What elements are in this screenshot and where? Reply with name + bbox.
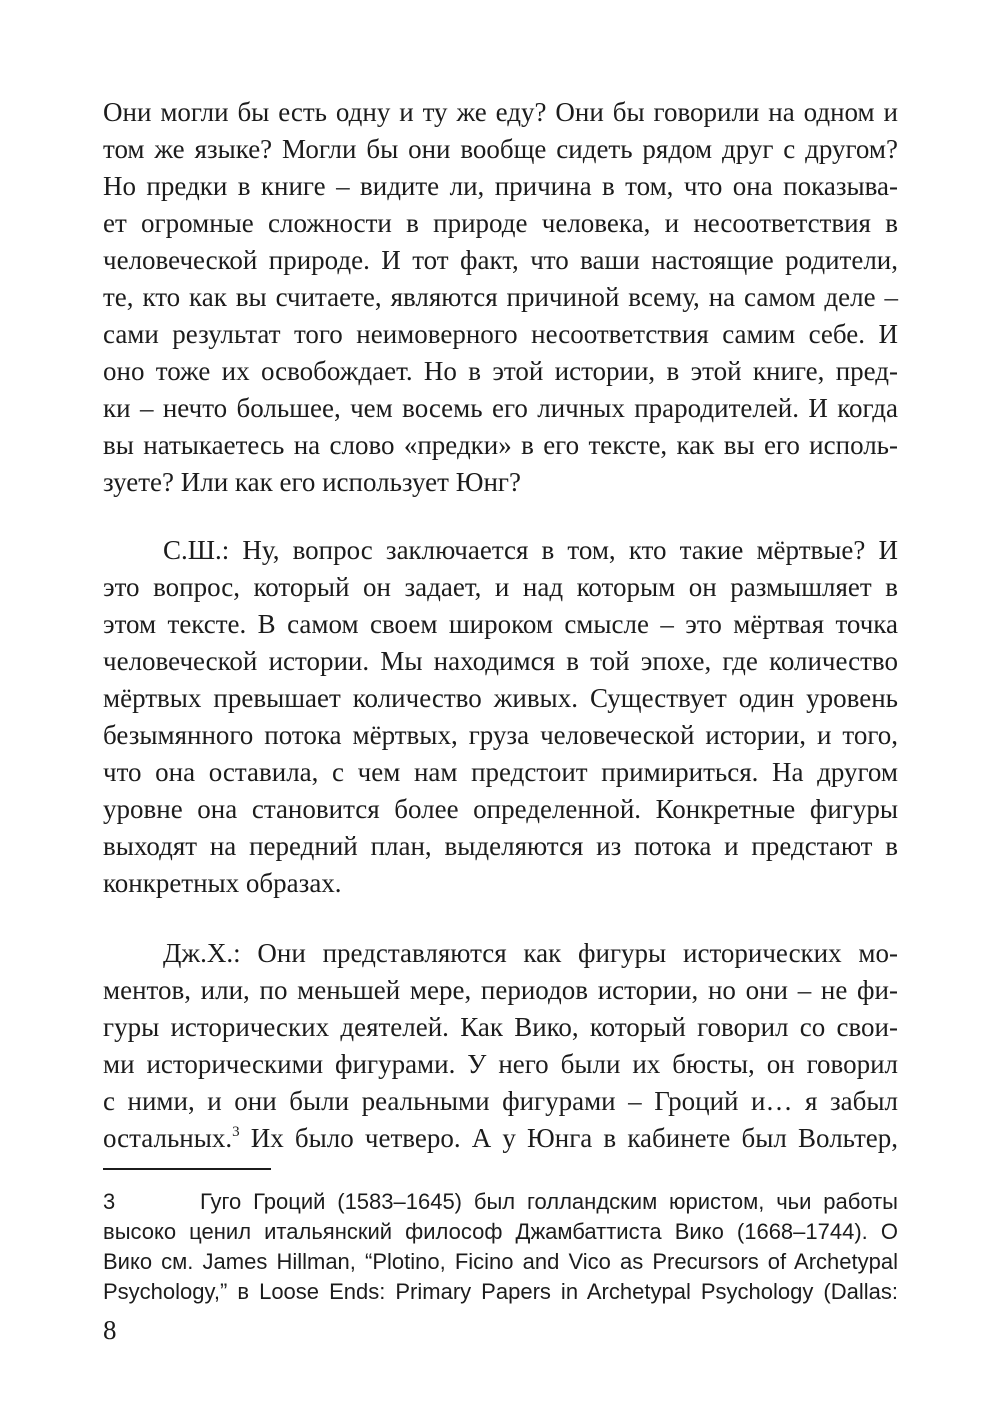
- text-line: [103, 1120, 898, 1157]
- text-line: ми историческими фигурами. У него были их бюсты, он говорил: [103, 1049, 898, 1079]
- text-line: сами результат того неимоверного несоответствия самим себе. И: [103, 319, 898, 349]
- text-line: Но предки в книге – видите ли, причина в том, что она показыва-: [103, 171, 898, 201]
- text-line: ментов, или, по меньшей мере, периодов истории, но они – не фи-: [103, 975, 898, 1005]
- footnote-line: Вико см. James Hillman, “Plotino, Ficino and Vico as Precursors of Archetypal: [103, 1249, 898, 1274]
- footnote-number: 3: [103, 1189, 116, 1214]
- paragraph-1: [103, 94, 898, 501]
- page-number: 8: [103, 1315, 117, 1345]
- footnote-line: Psychology,” в Loose Ends: Primary Papers in Archetypal Psychology (Dallas:: [103, 1279, 898, 1304]
- text-line: мёртвых превышает количество живых. Существует один уровень: [103, 683, 898, 713]
- text-line: человеческой природе. И тот факт, что ваши настоящие родители,: [103, 245, 898, 275]
- paragraph-3: [103, 935, 898, 1157]
- footnote-reference[interactable]: 3: [232, 1124, 240, 1140]
- text-line: Дж.Х.: Они представляются как фигуры исторических мо-: [163, 938, 898, 968]
- text-line: безымянного потока мёртвых, груза человеческой истории, и того,: [103, 720, 898, 750]
- footnote-text: Гуго Гроций (1583–1645) был голландским юристом, чьи работы: [200, 1189, 898, 1214]
- text-line: ки – нечто большее, чем восемь его личных прародителей. И когда: [103, 393, 898, 423]
- text-line: этом тексте. В самом своем широком смысле – это мёртвая точка: [103, 609, 898, 639]
- text-fragment: остальных.: [103, 1123, 233, 1153]
- footnote-line: высоко ценил итальянский философ Джамбаттиста Вико (1668–1744). О: [103, 1219, 898, 1244]
- text-line: вы натыкаетесь на слово «предки» в его тексте, как вы его исполь-: [103, 430, 898, 460]
- text-line: ет огромные сложности в природе человека, и несоответствия в: [103, 208, 898, 238]
- footnote-divider: [103, 1168, 271, 1170]
- text-line: человеческой истории. Мы находимся в той эпохе, где количество: [103, 646, 898, 676]
- text-line: те, кто как вы считаете, являются причиной всему, на самом деле –: [103, 282, 898, 312]
- footnote-line: [103, 1187, 898, 1217]
- text-line: оно тоже их освобождает. Но в этой истории, в этой книге, пред-: [103, 356, 898, 386]
- text-line: уровне она становится более определенной. Конкретные фигуры: [103, 794, 898, 824]
- text-line: зуете? Или как его использует Юнг?: [103, 467, 521, 497]
- text-line: с ними, и они были реальными фигурами – Гроций и… я забыл: [103, 1086, 898, 1116]
- text-fragment: Их было четверо. А у Юнга в кабинете был Вольтер,: [239, 1123, 898, 1153]
- text-line: это вопрос, который он задает, и над которым он размышляет в: [103, 572, 898, 602]
- text-line: Они могли бы есть одну и ту же еду? Они бы говорили на одном и: [103, 97, 898, 127]
- text-line: том же языке? Могли бы они вообще сидеть рядом друг с другом?: [103, 134, 898, 164]
- paragraph-2: [103, 532, 898, 902]
- text-line: гуры исторических деятелей. Как Вико, который говорил со свои-: [103, 1012, 898, 1042]
- text-line: конкретных образах.: [103, 868, 342, 898]
- text-line: что она оставила, с чем нам предстоит примириться. На другом: [103, 757, 898, 787]
- footnote: [103, 1187, 898, 1307]
- text-line: С.Ш.: Ну, вопрос заключается в том, кто такие мёртвые? И: [163, 535, 898, 565]
- text-line: выходят на передний план, выделяются из потока и предстают в: [103, 831, 898, 861]
